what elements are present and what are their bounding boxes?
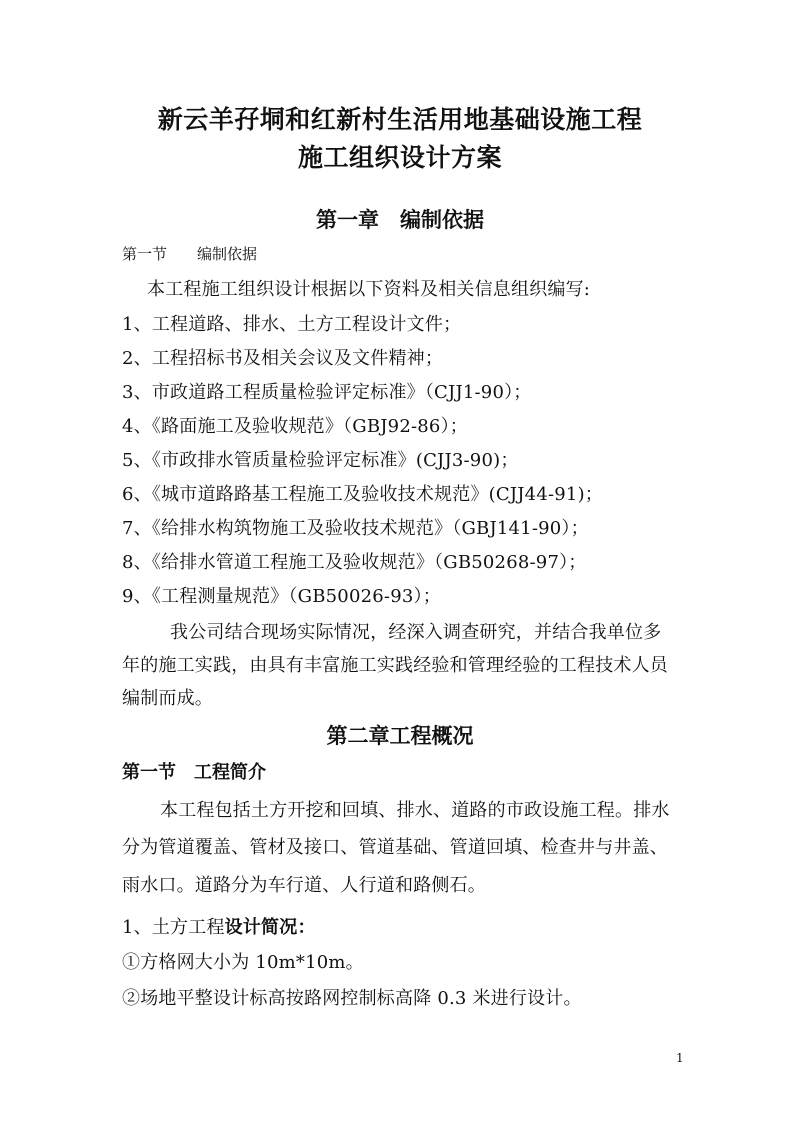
chapter2-para-line3: 雨水口。道路分为车行道、人行道和路侧石。: [122, 875, 486, 896]
chapter1-closing-line1: 我公司结合现场实际情况，经深入调查研究，并结合我单位多: [170, 622, 662, 643]
chapter2-section-heading: 第一节 工程简介: [122, 762, 266, 783]
earthwork-subsection-heading: [122, 913, 316, 939]
chapter2-para-line2: 分为管道覆盖、管材及接口、管道基础、管道回填、检查井与井盖、: [122, 837, 668, 858]
basis-item-1: 1、工程道路、排水、土方工程设计文件；: [122, 314, 462, 335]
earthwork-bullet-1: ①方格网大小为 10m*10m。: [122, 952, 364, 973]
chapter2-para-line1: 本工程包括土方开挖和回填、排水、道路的市政设施工程。排水: [160, 800, 670, 821]
chapter1-section-heading: 第一节 编制依据: [122, 245, 258, 263]
earthwork-subsection-prefix: 1、土方工程: [122, 917, 225, 938]
document-title-line1: 新云羊孖垌和红新村生活用地基础设施工程: [157, 105, 643, 134]
chapter1-heading: 第一章 编制依据: [316, 207, 484, 232]
basis-item-9: 9、《工程测量规范》（GB50026-93）；: [122, 586, 441, 607]
basis-item-7: 7、《给排水构筑物施工及验收技术规范》（GBJ141-90）；: [122, 518, 589, 539]
basis-item-6: 6、《城市道路路基工程施工及验收技术规范》(CJJ44-91)；: [122, 484, 603, 505]
chapter1-closing-line3: 编制而成。: [122, 688, 213, 709]
chapter1-closing-line2: 年的施工实践，由具有丰富施工实践经验和管理经验的工程技术人员: [122, 655, 668, 676]
basis-item-8: 8、《给排水管道工程施工及验收规范》（GB50268-97）；: [122, 552, 587, 573]
basis-item-3: 3、市政道路工程质量检验评定标准》（CJJ1-90）；: [122, 382, 532, 403]
earthwork-bullet-2: ②场地平整设计标高按路网控制标高降 0.3 米进行设计。: [122, 988, 582, 1009]
chapter2-heading: 第二章工程概况: [326, 723, 474, 748]
basis-item-2: 2、工程招标书及相关会议及文件精神；: [122, 348, 444, 369]
basis-item-5: 5、《市政排水管质量检验评定标准》(CJJ3-90)；: [122, 450, 519, 471]
basis-item-4: 4、《路面施工及验收规范》（GBJ92-86）；: [122, 416, 468, 437]
page-number: 1: [676, 1051, 684, 1065]
earthwork-subsection-bold: 设计简况：: [224, 917, 316, 938]
chapter1-intro: 本工程施工组织设计根据以下资料及相关信息组织编写:: [147, 279, 591, 300]
document-title-line2: 施工组织设计方案: [297, 143, 502, 172]
